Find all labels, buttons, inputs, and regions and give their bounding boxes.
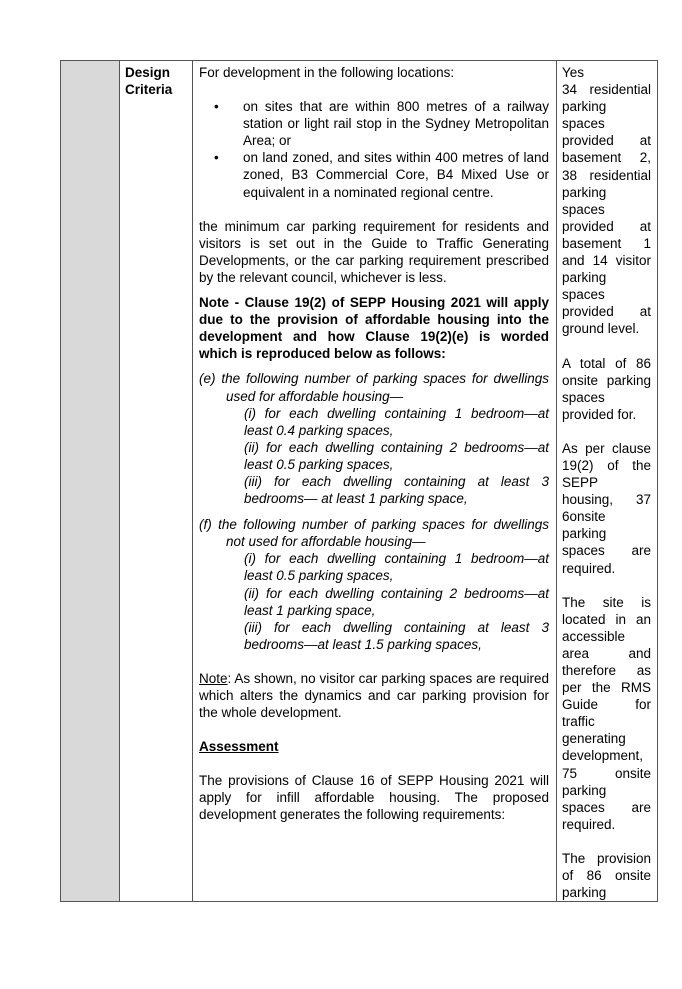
list-item: • on sites that are within 800 metres of a railway station or light rail stop in the Sydney Metropolitan Area; or (214, 99, 549, 149)
criteria-description-cell (193, 61, 557, 902)
criteria-label-cell (120, 61, 193, 902)
clause-e-item: (ii) for each dwelling containing 2 bedrooms—at least 0.5 parking spaces, (244, 439, 549, 472)
compliance-text: As per clause 19(2) of the SEPP housing, 37 6onsite parking spaces are required. (562, 440, 651, 576)
clause-f-item: (i) for each dwelling containing 1 bedroom—at least 0.5 parking spaces, (244, 551, 549, 584)
sepp-note: Note - Clause 19(2) of SEPP Housing 2021 will apply due to the provision of affordable housing into the development and how Clause 19(2)(e) is worded which is reproduced below as follows: (199, 295, 549, 362)
assessment-text: The provisions of Clause 16 of SEPP Housing 2021 will apply for infill affordable housing. The proposed development generates the following requirements: (199, 773, 549, 823)
visitor-note (199, 670, 549, 721)
note-text: : As shown, no visitor car parking spaces are required which alters the dynamics and car parking provision for the whole development. (199, 670, 549, 721)
parking-requirement-paragraph: the minimum car parking requirement for residents and visitors is set out in the Guide to Traffic Generating Developments, or the car parking requirement prescribed by the relevant council, whichever is less. (199, 218, 549, 285)
compliance-text: The site is located in an accessible area and therefore as per the RMS Guide for traffic generating development, 75 onsite parking spaces are required. (562, 594, 651, 832)
clause-e-item: (iii) for each dwelling containing at least 3 bedrooms— at least 1 parking space, (244, 473, 549, 507)
clause-e-heading: (e) the following number of parking spaces for dwellings used for affordable housing— (199, 371, 549, 404)
assessment-heading: Assessment (199, 739, 279, 755)
clause-f-item: (ii) for each dwelling containing 2 bedrooms—at least 1 parking space, (244, 585, 549, 618)
compliance-cell (557, 61, 658, 902)
compliance-text: Yes 34 residential parking spaces provided at basement 2, 38 residential parking spaces provided at basement 1 and 14 visitor parking spaces provided at ground level. (562, 65, 651, 337)
clause-e-item: (i) for each dwelling containing 1 bedroom—at least 0.4 parking spaces, (244, 405, 549, 438)
shaded-index-cell (61, 61, 120, 902)
clause-f-item: (iii) for each dwelling containing at least 3 bedrooms—at least 1.5 parking spaces, (244, 619, 549, 652)
bullet-text: on sites that are within 800 metres of a railway station or light rail stop in the Sydney Metropolitan Area; or (243, 99, 549, 149)
note-label: Note (199, 670, 228, 686)
compliance-text: A total of 86 onsite parking spaces provided for. (562, 355, 651, 422)
design-criteria-table (60, 60, 658, 902)
compliance-text: The provision of 86 onsite parking (562, 850, 651, 901)
table-row (61, 61, 658, 902)
clause-f-heading: (f) the following number of parking spaces for dwellings not used for affordable housing— (199, 517, 549, 550)
bullet-text: on land zoned, and sites within 400 metres of land zoned, B3 Commercial Core, B4 Mixed Use or equivalent in a nominated regional centre. (243, 150, 549, 200)
list-item: • on land zoned, and sites within 400 metres of land zoned, B3 Commercial Core, B4 Mixed Use or equivalent in a nominated regional centre. (214, 150, 549, 200)
criteria-label: Design Criteria (125, 65, 173, 97)
intro-text: For development in the following locations: (199, 65, 455, 80)
